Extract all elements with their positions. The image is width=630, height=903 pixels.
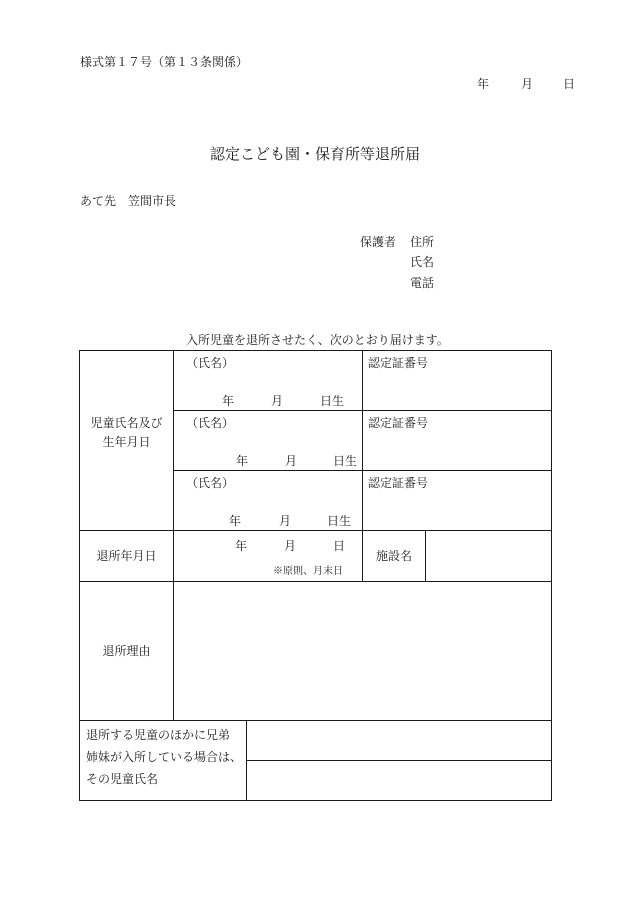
reason-row-bottom: [79, 720, 552, 721]
withdrawal-note: ※原則、月末日: [273, 566, 343, 577]
table-border-top: [79, 350, 552, 351]
table-border-right: [551, 350, 552, 801]
child-1-birth-month: 月: [271, 394, 284, 408]
child-section-label-line2: 生年月日: [102, 434, 151, 449]
child-2-birth-year: 年: [236, 454, 249, 468]
child-3-birth-day: 日生: [327, 514, 352, 528]
sibling-label-divider: [246, 720, 247, 801]
child-section-bottom: [79, 530, 552, 531]
withdrawal-row-bottom: [79, 581, 552, 582]
page-title: 認定こども園・保育所等退所届: [209, 145, 420, 163]
child-1-birth-day: 日生: [320, 394, 345, 408]
child-2-cert-label: 認定証番号: [368, 416, 429, 430]
guardian-address-label: 住所: [410, 235, 435, 249]
guardian-label: 保護者: [360, 235, 397, 249]
withdrawal-year: 年: [235, 539, 248, 553]
sibling-label-line3: その児童氏名: [86, 772, 159, 786]
reason-label: 退所理由: [102, 644, 151, 658]
table-border-bottom: [79, 800, 552, 801]
child-3-birth-month: 月: [279, 514, 292, 528]
child-1-birth-year: 年: [222, 394, 235, 408]
sibling-label: [86, 724, 242, 790]
cert-column-divider: [362, 350, 363, 531]
date-month-label: 月: [521, 77, 534, 91]
child-3-cert-label: 認定証番号: [368, 476, 429, 490]
sibling-label-line2: 姉妹が入所している場合は、: [86, 750, 243, 764]
form-number: 様式第１７号（第１３条関係）: [80, 55, 249, 69]
label-column-divider: [173, 350, 174, 721]
withdrawal-month: 月: [284, 539, 297, 553]
child-1-cert-label: 認定証番号: [368, 356, 429, 370]
addressee: あて先 笠間市長: [80, 194, 177, 208]
child-2-birth-month: 月: [285, 454, 298, 468]
guardian-name-label: 氏名: [410, 255, 435, 269]
child-1-name-label: （氏名）: [186, 356, 235, 370]
child-3-birth-year: 年: [229, 514, 242, 528]
notice-text: 入所児童を退所させたく、次のとおり届けます。: [186, 333, 449, 347]
child-3-name-label: （氏名）: [186, 476, 235, 490]
date-year-label: 年: [477, 77, 490, 91]
sibling-row-divider: [246, 760, 552, 761]
withdrawal-day: 日: [333, 539, 346, 553]
guardian-phone-label: 電話: [410, 276, 435, 290]
child-2-birth-day: 日生: [333, 454, 358, 468]
child-section-label: [79, 414, 174, 451]
facility-label: 施設名: [375, 549, 412, 563]
date-day-label: 日: [563, 77, 576, 91]
sibling-label-line1: 退所する児童のほかに兄弟: [86, 728, 231, 742]
child-2-name-label: （氏名）: [186, 416, 235, 430]
child-section-label-line1: 児童氏名及び: [90, 416, 163, 430]
withdrawal-date-label: 退所年月日: [96, 549, 157, 563]
